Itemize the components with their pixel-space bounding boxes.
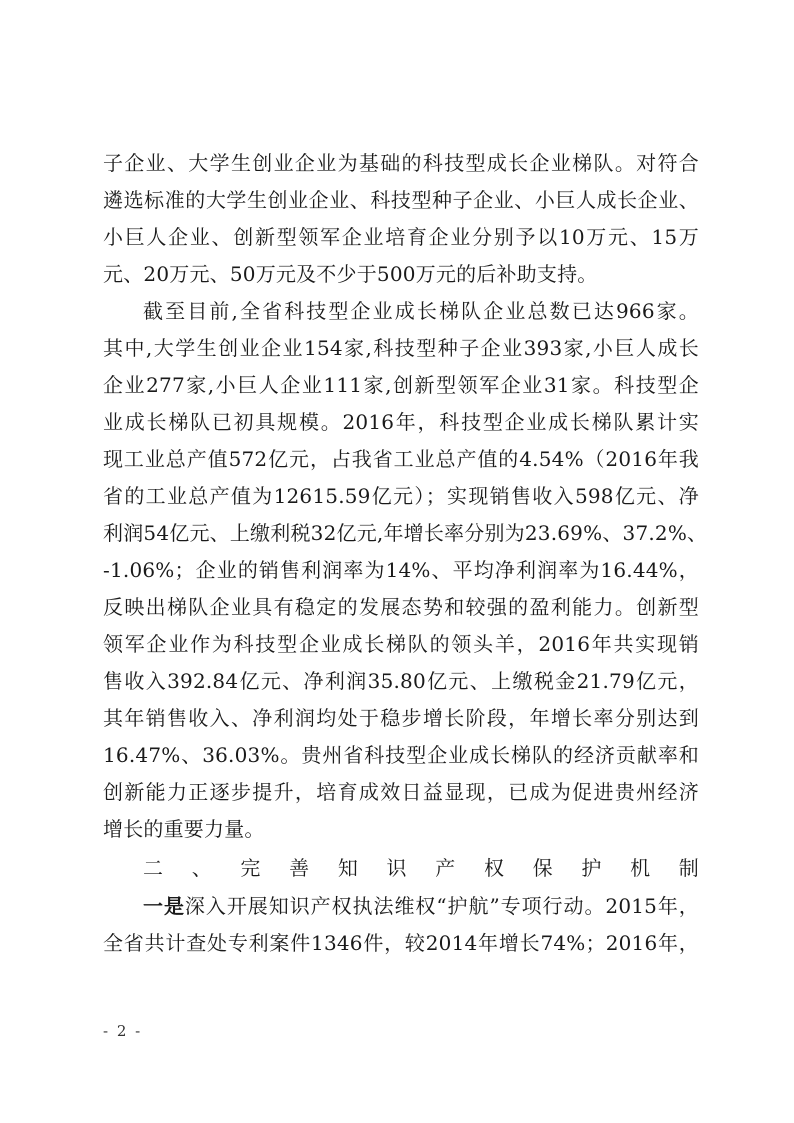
text-line: 子企业、大学生创业企业为基础的科技型成长企业梯队。对符合 (103, 151, 699, 175)
bold-lead-text: 一是 (143, 894, 185, 918)
text-line: 利润54亿元、上缴利税32亿元,年增长率分别为23.69%、37.2%、 (103, 521, 708, 545)
text-line: 其年销售收入、净利润均处于稳步增长阶段，年增长率分别达到 (103, 706, 699, 730)
text-line: 反映出梯队企业具有稳定的发展态势和较强的盈利能力。创新型 (103, 595, 699, 619)
page-number: - 2 - (103, 1022, 143, 1040)
text-line: 元、20万元、50万元及不少于500万元的后补助支持。 (103, 262, 598, 286)
paragraph-3 (103, 888, 699, 962)
text-line: 其中,大学生创业企业154家,科技型种子企业393家,小巨人成长 (103, 336, 699, 360)
text-line: 省的工业总产值为12615.59亿元）；实现销售收入598亿元、净 (103, 484, 699, 508)
body-text (103, 145, 708, 962)
text-line: 企业277家,小巨人企业111家,创新型领军企业31家。科技型企 (103, 373, 699, 397)
text-line: 现工业总产值572亿元，占我省工业总产值的4.54%（2016年我 (103, 447, 699, 471)
text-line: 16.47%、36.03%。贵州省科技型企业成长梯队的经济贡献率和 (103, 743, 699, 767)
text-line: 遴选标准的大学生创业企业、科技型种子企业、小巨人成长企业、 (103, 188, 699, 212)
text-line-rest: 深入开展知识产权执法维权“护航”专项行动。2015年， (184, 894, 700, 918)
text-line: 全省共计查处专利案件1346件，较2014年增长74%；2016年， (103, 931, 699, 955)
text-line: 业成长梯队已初具规模。2016年，科技型企业成长梯队累计实 (103, 410, 699, 434)
text-line: -1.06%；企业的销售利润率为14%、平均净利润率为16.44%， (103, 558, 699, 582)
text-line: 小巨人企业、创新型领军企业培育企业分别予以10万元、15万 (103, 225, 699, 249)
text-line (103, 888, 699, 925)
text-line: 领军企业作为科技型企业成长梯队的领头羊，2016年共实现销 (103, 632, 699, 656)
paragraph-1 (103, 145, 699, 293)
text-line: 创新能力正逐步提升，培育成效日益显现，已成为促进贵州经济 (103, 780, 699, 804)
paragraph-2 (103, 293, 708, 848)
text-line: 增长的重要力量。 (103, 817, 265, 841)
text-line: 售收入392.84亿元、净利润35.80亿元、上缴税金21.79亿元， (103, 669, 699, 693)
section-heading: 二、完善知识产权保护机制 (143, 856, 699, 880)
text-line: 截至目前,全省科技型企业成长梯队企业总数已达966家。 (143, 299, 699, 323)
